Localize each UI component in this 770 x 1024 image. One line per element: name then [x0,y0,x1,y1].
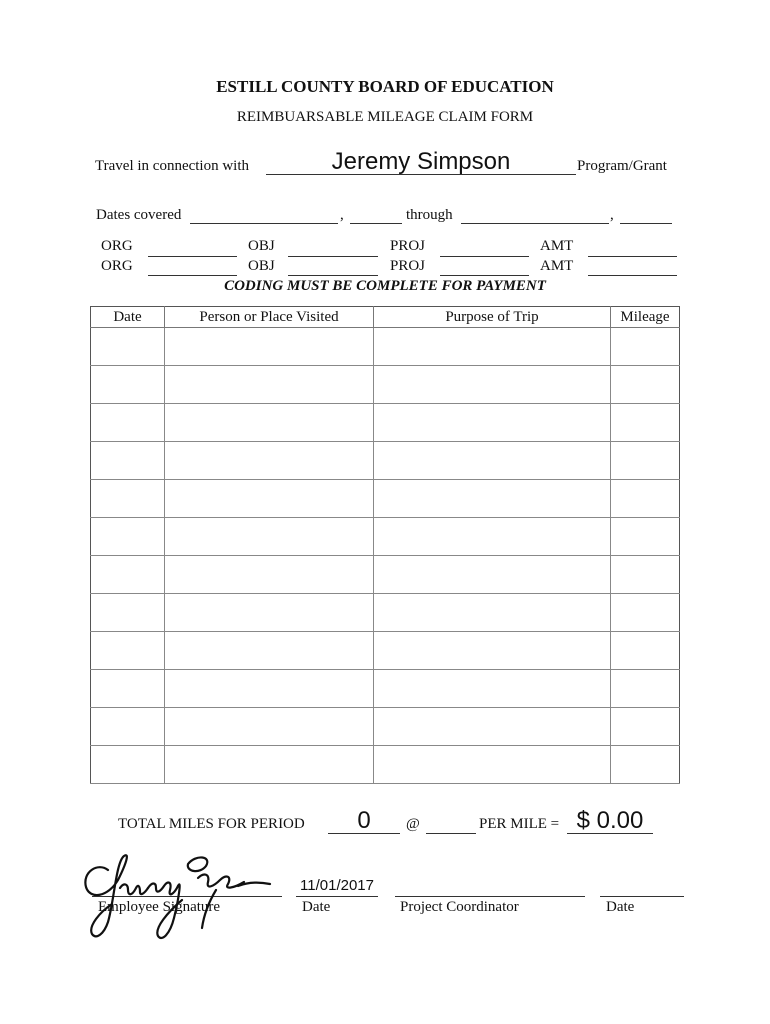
table-row [91,480,680,518]
dates-comma-2: , [610,207,614,223]
cell-purpose[interactable] [374,366,611,404]
table-row [91,366,680,404]
cell-person-place[interactable] [165,556,374,594]
cell-date[interactable] [91,746,165,784]
cell-mileage[interactable] [611,480,680,518]
obj-label: OBJ [248,238,275,254]
org-label: ORG [101,258,133,274]
cell-mileage[interactable] [611,366,680,404]
cell-date[interactable] [91,670,165,708]
col-header-purpose: Purpose of Trip [374,307,611,328]
proj-field[interactable] [440,275,529,276]
proj-label: PROJ [390,258,426,274]
at-symbol: @ [406,816,420,832]
cell-person-place[interactable] [165,480,374,518]
amt-field[interactable] [588,275,677,276]
employee-signature-image[interactable] [78,842,278,947]
cell-purpose[interactable] [374,708,611,746]
org-field[interactable] [148,256,237,257]
cell-mileage[interactable] [611,746,680,784]
signature-date-field[interactable]: 11/01/2017 [300,877,374,894]
table-row [91,708,680,746]
cell-person-place[interactable] [165,442,374,480]
rate-field[interactable] [426,833,476,834]
table-row [91,556,680,594]
cell-person-place[interactable] [165,328,374,366]
coordinator-signature-line[interactable] [395,896,585,897]
table-row [91,442,680,480]
table-row [91,594,680,632]
cell-purpose[interactable] [374,556,611,594]
travel-suffix-label: Program/Grant [577,158,667,174]
coordinator-label: Project Coordinator [400,899,519,915]
col-header-mileage: Mileage [611,307,680,328]
cell-purpose[interactable] [374,632,611,670]
cell-person-place[interactable] [165,670,374,708]
cell-person-place[interactable] [165,708,374,746]
dates-comma-1: , [340,207,344,223]
cell-date[interactable] [91,480,165,518]
cell-purpose[interactable] [374,746,611,784]
dates-through-label: through [406,207,453,223]
amt-field[interactable] [588,256,677,257]
table-row [91,670,680,708]
cell-purpose[interactable] [374,670,611,708]
coordinator-date-line[interactable] [600,896,684,897]
cell-person-place[interactable] [165,366,374,404]
table-row [91,632,680,670]
org-label: ORG [101,238,133,254]
cell-mileage[interactable] [611,328,680,366]
org-field[interactable] [148,275,237,276]
obj-label: OBJ [248,258,275,274]
cell-purpose[interactable] [374,480,611,518]
total-miles-label: TOTAL MILES FOR PERIOD [118,816,305,832]
cell-purpose[interactable] [374,518,611,556]
year-to-field[interactable] [620,223,672,224]
year-from-field[interactable] [350,223,402,224]
cell-mileage[interactable] [611,632,680,670]
cell-person-place[interactable] [165,404,374,442]
coordinator-date-label: Date [606,899,635,915]
total-miles-field[interactable]: 0 [357,807,371,834]
cell-mileage[interactable] [611,556,680,594]
cell-date[interactable] [91,366,165,404]
cell-person-place[interactable] [165,746,374,784]
proj-label: PROJ [390,238,426,254]
travel-prefix-label: Travel in connection with [95,158,250,174]
cell-purpose[interactable] [374,594,611,632]
date-from-field[interactable] [190,223,338,224]
cell-date[interactable] [91,556,165,594]
amount-field[interactable]: $ 0.00 [576,807,644,834]
amt-label: AMT [540,238,574,254]
form-subtitle: REIMBUARSABLE MILEAGE CLAIM FORM [236,109,534,125]
cell-person-place[interactable] [165,594,374,632]
per-mile-label: PER MILE = [479,816,560,832]
obj-field[interactable] [288,256,378,257]
signature-date-label: Date [302,899,331,915]
table-row [91,328,680,366]
cell-date[interactable] [91,594,165,632]
cell-mileage[interactable] [611,708,680,746]
cell-mileage[interactable] [611,670,680,708]
cell-date[interactable] [91,404,165,442]
table-row [91,746,680,784]
cell-date[interactable] [91,518,165,556]
table-body [91,328,680,784]
cell-purpose[interactable] [374,442,611,480]
cell-mileage[interactable] [611,404,680,442]
cell-date[interactable] [91,442,165,480]
cell-person-place[interactable] [165,632,374,670]
cell-date[interactable] [91,708,165,746]
form-title: ESTILL COUNTY BOARD OF EDUCATION [216,77,554,96]
dates-covered-label: Dates covered [96,207,182,223]
employee-signature-label: Employee Signature [98,899,221,915]
cell-date[interactable] [91,328,165,366]
cell-person-place[interactable] [165,518,374,556]
coding-notice: CODING MUST BE COMPLETE FOR PAYMENT [224,278,546,294]
mileage-log-table [90,306,680,784]
amt-label: AMT [540,258,574,274]
cell-mileage[interactable] [611,518,680,556]
date-to-field[interactable] [461,223,609,224]
proj-field[interactable] [440,256,529,257]
obj-field[interactable] [288,275,378,276]
table-row [91,518,680,556]
travel-name-field[interactable]: Jeremy Simpson [331,148,511,175]
cell-mileage[interactable] [611,442,680,480]
signature-date-line [296,896,378,897]
table-header-row [91,307,680,328]
col-header-person-place: Person or Place Visited [165,307,374,328]
table-row [91,404,680,442]
cell-purpose[interactable] [374,328,611,366]
col-header-date: Date [91,307,165,328]
cell-purpose[interactable] [374,404,611,442]
cell-date[interactable] [91,632,165,670]
cell-mileage[interactable] [611,594,680,632]
